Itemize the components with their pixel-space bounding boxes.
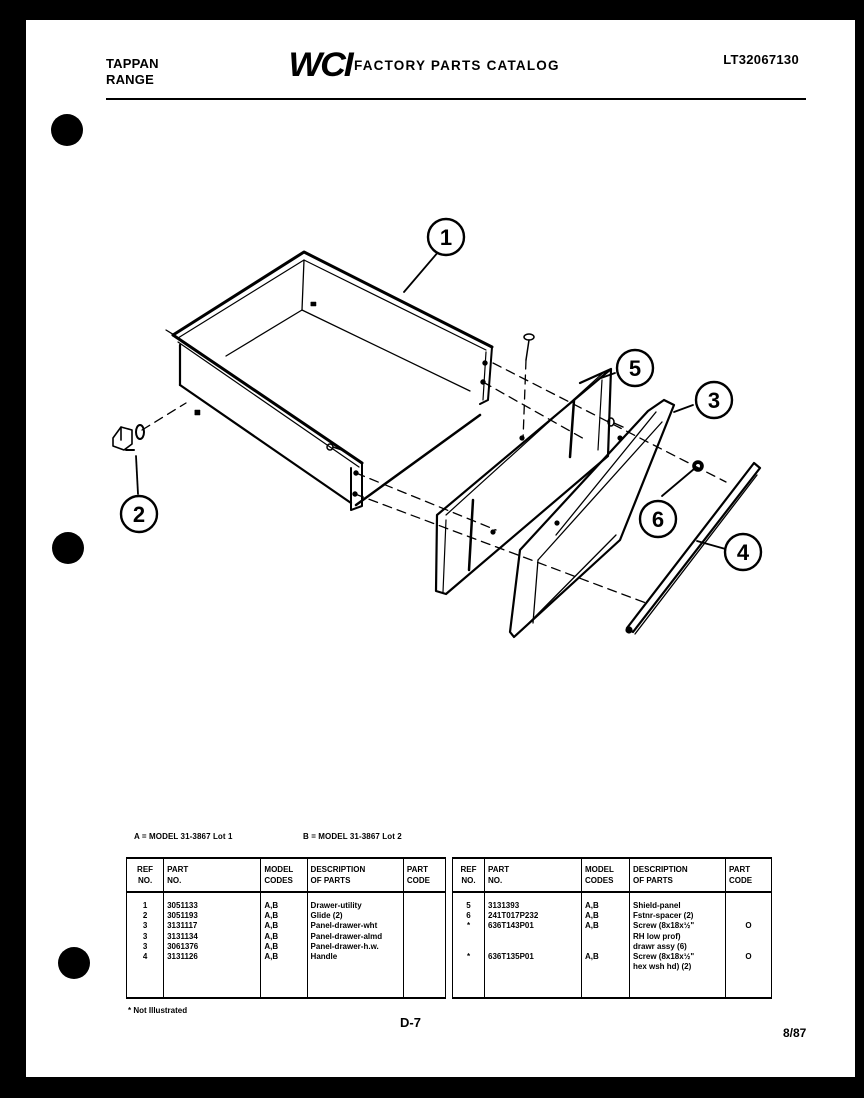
table-body: [453, 892, 772, 998]
catalog-page: [26, 20, 855, 1077]
header-part-code: PART CODE: [403, 858, 445, 892]
glide-drawing: [113, 425, 144, 450]
part-no-column: 3051133 3051193 3131117 3131134 3061376 3131126: [164, 892, 261, 998]
model-legend-b: B = MODEL 31-3867 Lot 2: [303, 832, 402, 841]
callout-label: 5: [628, 356, 642, 381]
part-code-column: O O: [726, 892, 772, 998]
callout-label: 6: [651, 507, 665, 532]
shield-panel-drawing: [436, 369, 611, 594]
revision-date: 8/87: [783, 1026, 807, 1040]
part-code-column: [403, 892, 445, 998]
header-model-codes: MODEL CODES: [261, 858, 307, 892]
page-number: D-7: [400, 1015, 421, 1030]
wci-logo: WCI: [288, 46, 352, 84]
binder-hole: [58, 947, 90, 979]
ref-column: 1 2 3 3 3 4: [127, 892, 164, 998]
callout-leaders: [136, 251, 729, 550]
header-description: DESCRIPTION OF PARTS: [307, 858, 403, 892]
exploded-diagram: [26, 20, 855, 780]
drawer-utility-drawing: [173, 252, 492, 510]
header-part-no: PART NO.: [485, 858, 582, 892]
model-codes-column: A,B A,B A,B A,B A,B A,B: [261, 892, 307, 998]
callout-label: 1: [439, 225, 453, 250]
description-column: Shield-panel Fstnr-spacer (2) Screw (8x18x½" RH low prof) drawr assy (6) Screw (8x18x½" hex wsh hd) (2): [630, 892, 726, 998]
part-no-column: 3131393 241T017P232 636T143P01 636T135P01: [485, 892, 582, 998]
top-screw-drawing: [524, 334, 534, 360]
model-codes-column: A,B A,B A,B A,B: [582, 892, 630, 998]
brand-line-1: TAPPAN: [106, 56, 159, 71]
description-column: Drawer-utility Glide (2) Panel-drawer-wht Panel-drawer-almd Panel-drawer-h.w. Handle: [307, 892, 403, 998]
callout-label: 4: [736, 540, 750, 565]
header-model-codes: MODEL CODES: [582, 858, 630, 892]
header-description: DESCRIPTION OF PARTS: [630, 858, 726, 892]
parts-table-left: [126, 857, 446, 999]
brand-line-2: RANGE: [106, 72, 154, 87]
catalog-title: FACTORY PARTS CATALOG: [354, 58, 560, 73]
header-part-code: PART CODE: [726, 858, 772, 892]
ref-column: 5 6 * *: [453, 892, 485, 998]
header-part-no: PART NO.: [164, 858, 261, 892]
header-ref-no: REF NO.: [127, 858, 164, 892]
callout-label: 3: [707, 388, 721, 413]
model-number: LT32067130: [723, 52, 799, 67]
footnote-not-illustrated: * Not Illustrated: [128, 1006, 188, 1015]
model-legend-a: A = MODEL 31-3867 Lot 1: [134, 832, 233, 841]
callout-label: 2: [132, 502, 146, 527]
table-body: [127, 892, 446, 998]
header-ref-no: REF NO.: [453, 858, 485, 892]
callouts: [121, 219, 761, 570]
parts-table-right: [452, 857, 772, 999]
